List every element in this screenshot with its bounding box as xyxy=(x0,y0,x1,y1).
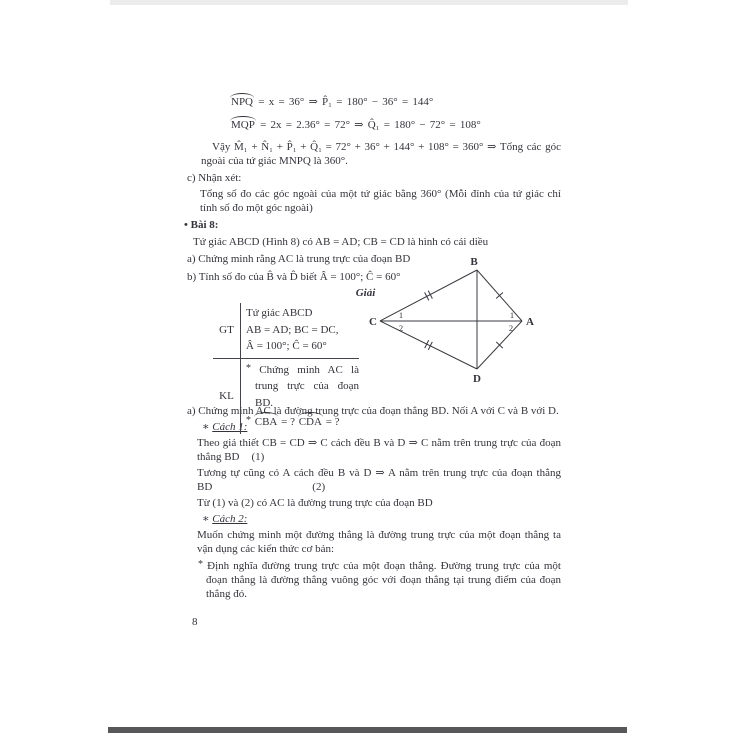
angle-label-c2: 2 xyxy=(398,323,404,333)
proof-step-2-text: Tương tự cũng có A cách đều B và D ⇒ A nằm trên trung trực của đoạn thẳng BD xyxy=(197,467,561,493)
figure-8-kite-diagram xyxy=(360,247,545,397)
asterisk-bullet: * xyxy=(198,559,203,570)
angle-label-c1: 1 xyxy=(398,310,404,320)
vertex-label-b: B xyxy=(470,256,478,268)
widehat-angle-cba: CBA xyxy=(254,414,279,431)
exercise-8-heading xyxy=(184,218,561,232)
conclusion-paragraph: Vậy M̂₁ + N̂₁ + P̂₁ + Q̂₁ = 72° + 36° + 144° + 108° = 360° ⇒ Tổng các góc ngoài của tứ giác MNPQ là 360°. xyxy=(201,141,561,167)
equation-ref-1: (1) xyxy=(251,451,265,463)
angle-label-a1: 1 xyxy=(509,310,515,320)
angle-label-a2: 2 xyxy=(508,323,514,333)
asterisk-bullet: * xyxy=(246,415,251,426)
remark-paragraph: Tổng số đo các góc ngoài của một tứ giác bằng 360° (Mỗi đỉnh của tứ giác chỉ tính số đo một góc ngoài) xyxy=(200,188,561,214)
gt-line: Â = 100°; Ĉ = 60° xyxy=(246,340,327,352)
side-cb xyxy=(380,270,477,321)
formula-1-rest: = x = 36° ⇒ P̂₁ = 180° − 36° = 144° xyxy=(254,96,434,108)
bullet-icon: • xyxy=(184,219,188,231)
exercise-8-title: Bài 8: xyxy=(190,219,219,231)
ornament-icon: ∗ xyxy=(202,421,210,433)
double-tick-dc xyxy=(428,342,432,350)
kl-item-1 xyxy=(246,361,359,412)
method-2-intro: Muốn chứng minh một đường thẳng là đường trung trực của một đoạn thẳng ta vận dụng các kiến thức cơ bản: xyxy=(197,529,561,555)
equation-ref-2: (2) xyxy=(312,481,326,493)
kl-row xyxy=(213,359,359,434)
kl-content xyxy=(240,359,359,434)
kl-label: KL xyxy=(219,390,234,402)
formula-2-rest: = 2x = 2.36° = 72° ⇒ Q̂₁ = 180° − 72° = 108° xyxy=(255,119,481,131)
exercise-8-part-a: a) Chứng minh rằng AC là trung trực của đoạn BD xyxy=(187,253,411,265)
method-2-label: Cách 2: xyxy=(212,513,248,525)
proof-step-1 xyxy=(197,436,561,464)
formula-line-2 xyxy=(230,115,561,132)
gtkl-table xyxy=(213,303,359,434)
definition-text: Định nghĩa đường trung trực của một đoạn thẳng. Đường trung trực của một đoạn thẳng là đường thẳng vuông góc với đoạn thẳng tại trung điểm của đoạn thẳng đó. xyxy=(206,560,561,600)
widehat-angle-cda: CDA xyxy=(298,414,323,431)
proof-step-2 xyxy=(197,466,561,494)
definition-paragraph xyxy=(198,558,561,601)
exercise-8-statement: Tứ giác ABCD (Hình 8) có AB = AD; CB = CD là hình có cái diều xyxy=(193,236,489,248)
gt-line: Tứ giác ABCD xyxy=(246,307,313,319)
proof-conclusion: Từ (1) và (2) có AC là đường trung trực của đoạn BD xyxy=(197,497,433,509)
vertex-label-a: A xyxy=(526,316,534,328)
gt-row xyxy=(213,303,359,359)
double-tick-cb xyxy=(425,292,429,300)
kl-item-1-text: Chứng minh AC là trung trực của đoạn BD. xyxy=(255,363,359,409)
page-number: 8 xyxy=(192,616,198,628)
double-tick-dc xyxy=(425,340,429,348)
kl-item-2 xyxy=(246,411,359,431)
vertex-label-d: D xyxy=(473,373,481,385)
remark-label: c) Nhận xét: xyxy=(187,172,242,184)
proof-step-1-text: Theo giả thiết CB = CD ⇒ C cách đều B và D ⇒ C nằm trên trung trực của đoạn thẳng BD xyxy=(197,437,561,463)
tick-marks xyxy=(425,291,503,350)
double-tick-cb xyxy=(428,291,432,299)
gt-line: AB = AD; BC = DC, xyxy=(246,323,339,336)
solution-heading: Giải xyxy=(355,287,376,299)
method-1-label: Cách 1: xyxy=(212,421,248,433)
vertex-label-c: C xyxy=(369,316,377,328)
widehat-angle-npq: NPQ xyxy=(231,96,254,108)
exercise-8-part-b: b) Tính số đo của B̂ và D̂ biết Â = 100°; Ĉ = 60° xyxy=(187,271,401,283)
kl-item-2-mid: = ? xyxy=(278,416,298,428)
kl-item-2-end: = ? xyxy=(322,416,340,428)
page-bottom-edge xyxy=(108,727,627,733)
gt-content xyxy=(240,303,359,358)
method-2-heading xyxy=(202,512,561,526)
asterisk-bullet: * xyxy=(246,362,251,374)
ornament-icon: ∗ xyxy=(202,513,210,525)
formula-line-1 xyxy=(230,92,561,109)
widehat-angle-mqp: MQP xyxy=(231,119,255,131)
solution-part-a-paragraph: a) Chứng minh AC là đường trung trực của đoạn thẳng BD. Nối A với C và B với D. xyxy=(187,405,559,417)
side-dc xyxy=(380,321,477,369)
gt-label: GT xyxy=(219,324,234,337)
page-top-edge xyxy=(110,0,628,5)
